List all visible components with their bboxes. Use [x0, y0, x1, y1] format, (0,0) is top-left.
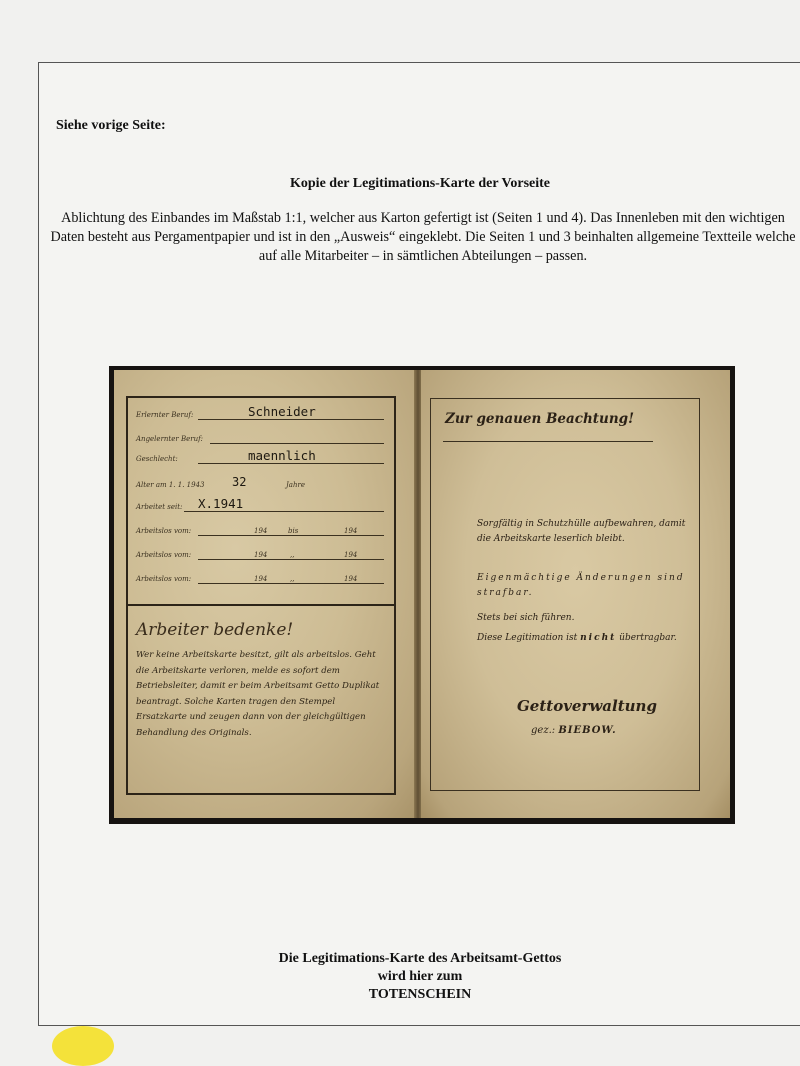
field-row: Arbeitslos vom: 194 ,, 194	[136, 566, 388, 586]
see-previous-heading: Siehe vorige Seite:	[56, 118, 166, 133]
signature-authority: Gettoverwaltung	[517, 697, 657, 715]
field-label: Angelernter Beruf:	[136, 435, 204, 443]
field-value: maennlich	[248, 448, 316, 463]
divider	[128, 604, 394, 606]
field-value: X.1941	[198, 496, 244, 511]
field-row: Arbeitslos vom: 194 ,, 194	[136, 542, 388, 562]
field-label: Arbeitslos vom:	[136, 551, 192, 559]
instruction-line: Sorgfältig in Schutzhülle aufbewahren, damit die Arbeitskarte leserlich bleibt.	[477, 519, 686, 544]
field-row	[136, 426, 388, 446]
warning-text: Wer keine Arbeitskarte besitzt, gilt als arbeitslos. Geht die Arbeitskarte verloren, melde es sofort dem Betriebsleiter, damit er beim Arbeitsamt Getto Duplikat beantragt. Solche Karten tragen den Stempel Ersatzkarte und zeugen dann von der gleichgültigen Behandlung des Originals.	[136, 650, 380, 738]
field-row: Arbeitslos vom: 194 bis 194	[136, 518, 388, 538]
field-row	[136, 472, 388, 492]
instruction-line: Stets bei sich führen.	[477, 613, 575, 623]
field-suffix: Jahre	[286, 481, 305, 489]
instruction-line: Diese Legitimation ist nicht übertragbar.	[477, 633, 677, 643]
instructions-title: Zur genauen Beachtung!	[445, 411, 635, 427]
card-data-box	[126, 396, 396, 795]
field-row	[136, 494, 388, 514]
card-instructions-box	[430, 398, 700, 791]
footer-line: TOTENSCHEIN	[368, 987, 472, 1002]
field-row	[136, 402, 388, 422]
field-row	[136, 446, 388, 466]
footer-line: wird hier zum	[377, 969, 463, 984]
field-value: 32	[232, 475, 247, 489]
field-label: Geschlecht:	[136, 455, 178, 463]
field-label: Alter am 1. 1. 1943	[136, 481, 205, 489]
footer-line: Die Legitimations-Karte des Arbeitsamt-Gettos	[278, 951, 562, 966]
card-right-page	[421, 370, 730, 818]
footer-caption	[40, 950, 800, 1004]
instruction-line: Eigenmächtige Änderungen sind strafbar.	[477, 573, 685, 598]
document-title: Kopie der Legitimations-Karte der Vorseite	[290, 176, 550, 191]
field-label: Arbeitslos vom:	[136, 527, 192, 535]
corner-marker	[52, 1026, 114, 1066]
signature-name: gez.: BIEBOW.	[531, 725, 617, 736]
document-description: Ablichtung des Einbandes im Maßstab 1:1, welcher aus Karton gefertigt ist (Seiten 1 und 4). Das Innenleben mit den wichtigen Daten besteht aus Pergamentpapier und ist in den „Ausweis“ eingeklebt. Die Seiten 1 und 3 beinhalten allgemeine Textteile welche auf alle Mitarbeiter – in sämtlichen Abteilungen – passen.	[50, 210, 796, 264]
field-value: Schneider	[248, 404, 316, 419]
field-label: Erlernter Beruf:	[136, 411, 194, 419]
card-left-page	[114, 370, 417, 818]
field-label: Arbeitslos vom:	[136, 575, 192, 583]
warning-title: Arbeiter bedenke!	[136, 620, 294, 640]
field-label: Arbeitet seit:	[136, 503, 183, 511]
legitimation-card-scan	[109, 366, 735, 824]
title-underline	[443, 441, 653, 442]
